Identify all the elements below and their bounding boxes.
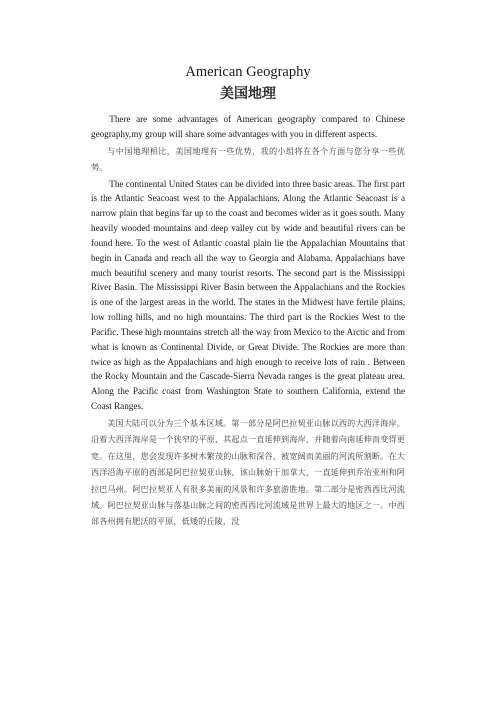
intro-paragraph-chinese: 与中国地理相比，美国地理有一些优势，我的小组将在各个方面与您分享一些优势。 bbox=[91, 145, 405, 173]
document-page bbox=[91, 62, 405, 530]
body-paragraph-english: The continental United States can be divided into three basic areas. The first part is the Atlantic Seacoast west to the Appalachians. Along the Atlantic Seacoast is a narrow plain that begins far up to the coast and becomes wider as it goes south. Many heavily wooded mountains and deep valley cut by wide and beautiful rivers can be found here. To the west of Atlantic coastal plain lie the Appalachian Mountains that begin in Canada and reach all the way to Georgia and Alabama. Appalachians have much beautiful scenery and many tourist resorts. The second part is the Mississippi River Basin. The Mississippi River Basin between the Appalachians and the Rockies is one of the largest areas in the world. The states in the Midwest have fertile plains, low rolling hills, and no high mountains. The third part is the Rockies West to the Pacific. These high mountains stretch all the way from Mexico to the Arctic and from what is known as Continental Divide, or Great Divide. The Rockies are more than twice as high as the Appalachians and high enough to receive lots of rain . Between the Rocky Mountain and the Cascade-Sierra Nevada ranges is the great plateau area. Along the Pacific coast from Washington State to southern California, extend the Coast Ranges. bbox=[91, 178, 405, 412]
document-title-chinese: 美国地理 bbox=[220, 86, 276, 102]
document-title-english: American Geography bbox=[185, 64, 311, 80]
intro-paragraph-english: There are some advantages of American geography compared to Chinese geography,my group will share some advantages with you in different aspects. bbox=[91, 114, 405, 139]
body-paragraph-chinese: 美国大陆可以分为三个基本区域。第一部分是阿巴拉契亚山脉以西的大西洋海岸。沿着大西洋海岸是一个狭窄的平原，其起点一直延伸到海岸，并随着向南延伸而变得更宽。在这里，您会发现许多树木繁茂的山脉和深谷，被宽阔而美丽的河流所割断。在大西洋沿海平原的西部是阿巴拉契亚山脉，该山脉始于加拿大，一直延伸到乔治亚州和阿拉巴马州。阿巴拉契亚人有很多美丽的风景和许多旅游胜地。第二部分是密西西比河流域。阿巴拉契亚山脉与落基山脉之间的密西西比河流域是世界上最大的地区之一。中西部各州拥有肥沃的平原，低矮的丘陵，没 bbox=[91, 418, 405, 527]
